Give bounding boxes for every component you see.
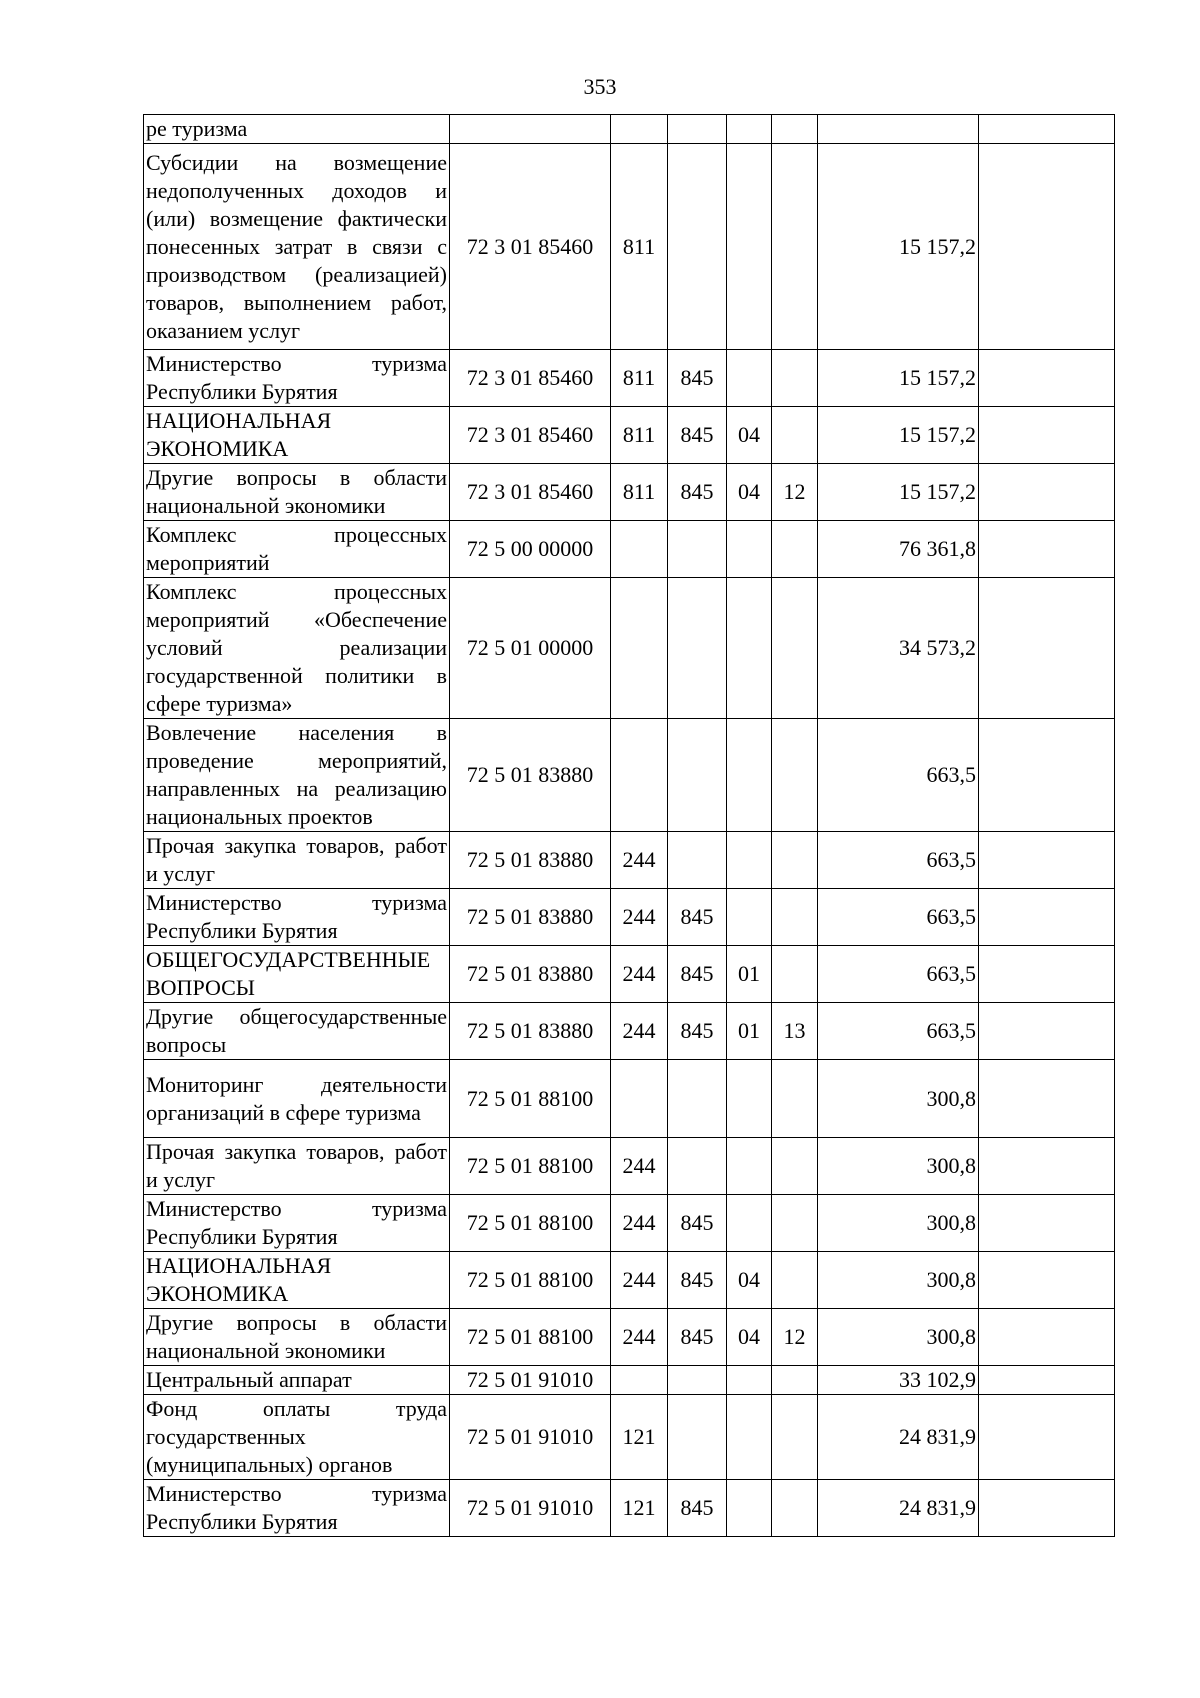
cell-amount: 15 157,2 — [818, 350, 979, 407]
cell-amount: 663,5 — [818, 946, 979, 1003]
cell-extra — [979, 719, 1115, 832]
cell-section — [727, 1395, 772, 1480]
cell-name: Министерство туризма Республики Бурятия — [144, 1195, 450, 1252]
cell-ministry-code — [668, 1060, 727, 1138]
cell-expense-type: 811 — [611, 464, 668, 521]
table-row — [144, 521, 1115, 578]
cell-target-code: 72 5 01 91010 — [450, 1366, 611, 1395]
cell-target-code: 72 5 01 88100 — [450, 1252, 611, 1309]
table-row — [144, 889, 1115, 946]
cell-extra — [979, 1060, 1115, 1138]
cell-section — [727, 719, 772, 832]
cell-expense-type: 811 — [611, 407, 668, 464]
cell-extra — [979, 1195, 1115, 1252]
cell-extra — [979, 1309, 1115, 1366]
cell-section — [727, 889, 772, 946]
cell-expense-type — [611, 521, 668, 578]
cell-section — [727, 832, 772, 889]
cell-section — [727, 578, 772, 719]
cell-target-code: 72 3 01 85460 — [450, 144, 611, 350]
cell-subsection — [772, 946, 818, 1003]
table-row — [144, 719, 1115, 832]
table-row — [144, 464, 1115, 521]
cell-extra — [979, 1480, 1115, 1537]
cell-extra — [979, 1003, 1115, 1060]
cell-amount: 663,5 — [818, 889, 979, 946]
cell-target-code: 72 5 01 88100 — [450, 1138, 611, 1195]
cell-section — [727, 350, 772, 407]
cell-expense-type: 244 — [611, 946, 668, 1003]
cell-amount: 300,8 — [818, 1060, 979, 1138]
cell-name: Центральный аппарат — [144, 1366, 450, 1395]
cell-ministry-code — [668, 1138, 727, 1195]
cell-section — [727, 1138, 772, 1195]
table-body — [144, 115, 1115, 1537]
cell-extra — [979, 1138, 1115, 1195]
cell-section — [727, 1060, 772, 1138]
cell-target-code: 72 5 00 00000 — [450, 521, 611, 578]
cell-ministry-code: 845 — [668, 407, 727, 464]
cell-expense-type: 811 — [611, 144, 668, 350]
cell-name: Вовлечение населения в проведение мероприятий, направленных на реализацию национальных проектов — [144, 719, 450, 832]
cell-extra — [979, 946, 1115, 1003]
cell-expense-type: 244 — [611, 889, 668, 946]
cell-target-code: 72 5 01 88100 — [450, 1195, 611, 1252]
cell-section — [727, 144, 772, 350]
cell-section: 04 — [727, 464, 772, 521]
cell-extra — [979, 889, 1115, 946]
cell-name: Субсидии на возмещение недополученных доходов и (или) возмещение фактически понесенных затрат в связи с производством (реализацией) товаров, выполнением работ, оказанием услуг — [144, 144, 450, 350]
cell-subsection — [772, 1252, 818, 1309]
table-row — [144, 1252, 1115, 1309]
cell-ministry-code — [668, 1395, 727, 1480]
cell-target-code: 72 3 01 85460 — [450, 350, 611, 407]
cell-section — [727, 1195, 772, 1252]
cell-subsection — [772, 1480, 818, 1537]
cell-target-code: 72 5 01 83880 — [450, 719, 611, 832]
cell-expense-type: 244 — [611, 1003, 668, 1060]
cell-name: ре туризма — [144, 115, 450, 144]
cell-expense-type — [611, 1060, 668, 1138]
cell-extra — [979, 578, 1115, 719]
cell-amount: 300,8 — [818, 1195, 979, 1252]
cell-ministry-code: 845 — [668, 1252, 727, 1309]
cell-ministry-code: 845 — [668, 464, 727, 521]
cell-amount: 663,5 — [818, 719, 979, 832]
cell-extra — [979, 144, 1115, 350]
cell-ministry-code: 845 — [668, 1309, 727, 1366]
cell-name: Комплекс процессных мероприятий — [144, 521, 450, 578]
cell-section — [727, 1366, 772, 1395]
cell-name: НАЦИОНАЛЬНАЯ ЭКОНОМИКА — [144, 1252, 450, 1309]
cell-extra — [979, 832, 1115, 889]
cell-target-code: 72 5 01 83880 — [450, 946, 611, 1003]
cell-subsection: 13 — [772, 1003, 818, 1060]
cell-subsection — [772, 889, 818, 946]
cell-target-code: 72 5 01 91010 — [450, 1395, 611, 1480]
cell-subsection: 12 — [772, 464, 818, 521]
cell-target-code — [450, 115, 611, 144]
cell-expense-type: 244 — [611, 1195, 668, 1252]
cell-subsection — [772, 832, 818, 889]
cell-subsection — [772, 407, 818, 464]
cell-section: 04 — [727, 407, 772, 464]
cell-ministry-code — [668, 578, 727, 719]
cell-target-code: 72 5 01 83880 — [450, 1003, 611, 1060]
cell-target-code: 72 5 01 00000 — [450, 578, 611, 719]
cell-name: ОБЩЕГОСУДАРСТВЕННЫЕ ВОПРОСЫ — [144, 946, 450, 1003]
cell-amount: 300,8 — [818, 1309, 979, 1366]
cell-section — [727, 521, 772, 578]
page-number: 353 — [583, 74, 617, 99]
cell-target-code: 72 3 01 85460 — [450, 407, 611, 464]
cell-subsection: 12 — [772, 1309, 818, 1366]
cell-expense-type — [611, 578, 668, 719]
cell-name: Комплекс процессных мероприятий «Обеспечение условий реализации государственной политики в сфере туризма» — [144, 578, 450, 719]
cell-extra — [979, 350, 1115, 407]
cell-name: НАЦИОНАЛЬНАЯ ЭКОНОМИКА — [144, 407, 450, 464]
cell-name: Фонд оплаты труда государственных (муниципальных) органов — [144, 1395, 450, 1480]
cell-subsection — [772, 1395, 818, 1480]
cell-target-code: 72 5 01 91010 — [450, 1480, 611, 1537]
cell-ministry-code: 845 — [668, 1195, 727, 1252]
cell-subsection — [772, 1366, 818, 1395]
cell-name: Другие вопросы в области национальной экономики — [144, 1309, 450, 1366]
cell-extra — [979, 1395, 1115, 1480]
cell-target-code: 72 5 01 83880 — [450, 889, 611, 946]
cell-ministry-code — [668, 115, 727, 144]
cell-name: Прочая закупка товаров, работ и услуг — [144, 1138, 450, 1195]
cell-expense-type: 121 — [611, 1480, 668, 1537]
cell-extra — [979, 115, 1115, 144]
cell-amount: 15 157,2 — [818, 464, 979, 521]
cell-expense-type: 811 — [611, 350, 668, 407]
cell-extra — [979, 407, 1115, 464]
budget-table — [143, 114, 1115, 1537]
cell-expense-type: 121 — [611, 1395, 668, 1480]
cell-amount: 24 831,9 — [818, 1395, 979, 1480]
table-row — [144, 1395, 1115, 1480]
cell-subsection — [772, 115, 818, 144]
cell-subsection — [772, 350, 818, 407]
cell-amount: 34 573,2 — [818, 578, 979, 719]
cell-name: Другие вопросы в области национальной экономики — [144, 464, 450, 521]
table-row — [144, 407, 1115, 464]
table-row — [144, 832, 1115, 889]
table-row — [144, 1309, 1115, 1366]
cell-subsection — [772, 144, 818, 350]
cell-section: 04 — [727, 1252, 772, 1309]
cell-section: 01 — [727, 946, 772, 1003]
table-row — [144, 350, 1115, 407]
table-row — [144, 1480, 1115, 1537]
cell-expense-type: 244 — [611, 1138, 668, 1195]
cell-amount: 15 157,2 — [818, 144, 979, 350]
cell-subsection — [772, 521, 818, 578]
cell-amount: 15 157,2 — [818, 407, 979, 464]
cell-amount: 663,5 — [818, 1003, 979, 1060]
cell-ministry-code — [668, 144, 727, 350]
cell-name: Другие общегосударственные вопросы — [144, 1003, 450, 1060]
cell-ministry-code — [668, 832, 727, 889]
cell-subsection — [772, 719, 818, 832]
cell-target-code: 72 5 01 88100 — [450, 1060, 611, 1138]
table-row — [144, 1138, 1115, 1195]
table-row — [144, 1003, 1115, 1060]
cell-ministry-code: 845 — [668, 350, 727, 407]
cell-amount: 300,8 — [818, 1138, 979, 1195]
table-row — [144, 1195, 1115, 1252]
cell-name: Министерство туризма Республики Бурятия — [144, 350, 450, 407]
cell-amount — [818, 115, 979, 144]
cell-extra — [979, 1252, 1115, 1309]
cell-expense-type — [611, 1366, 668, 1395]
cell-target-code: 72 5 01 88100 — [450, 1309, 611, 1366]
table-row — [144, 1366, 1115, 1395]
table-row — [144, 115, 1115, 144]
table-row — [144, 578, 1115, 719]
cell-target-code: 72 3 01 85460 — [450, 464, 611, 521]
cell-ministry-code: 845 — [668, 1480, 727, 1537]
cell-expense-type — [611, 719, 668, 832]
cell-extra — [979, 464, 1115, 521]
table-row — [144, 946, 1115, 1003]
cell-ministry-code — [668, 1366, 727, 1395]
table-row — [144, 144, 1115, 350]
cell-subsection — [772, 1195, 818, 1252]
cell-subsection — [772, 1060, 818, 1138]
cell-expense-type — [611, 115, 668, 144]
cell-ministry-code: 845 — [668, 1003, 727, 1060]
cell-ministry-code — [668, 521, 727, 578]
cell-amount: 300,8 — [818, 1252, 979, 1309]
cell-section: 04 — [727, 1309, 772, 1366]
cell-expense-type: 244 — [611, 1252, 668, 1309]
cell-name: Министерство туризма Республики Бурятия — [144, 1480, 450, 1537]
cell-target-code: 72 5 01 83880 — [450, 832, 611, 889]
cell-name: Министерство туризма Республики Бурятия — [144, 889, 450, 946]
cell-subsection — [772, 578, 818, 719]
cell-ministry-code: 845 — [668, 946, 727, 1003]
cell-section — [727, 115, 772, 144]
cell-section: 01 — [727, 1003, 772, 1060]
cell-expense-type: 244 — [611, 1309, 668, 1366]
cell-ministry-code: 845 — [668, 889, 727, 946]
cell-subsection — [772, 1138, 818, 1195]
cell-amount: 663,5 — [818, 832, 979, 889]
cell-extra — [979, 1366, 1115, 1395]
cell-section — [727, 1480, 772, 1537]
table-row — [144, 1060, 1115, 1138]
cell-amount: 76 361,8 — [818, 521, 979, 578]
cell-amount: 24 831,9 — [818, 1480, 979, 1537]
cell-ministry-code — [668, 719, 727, 832]
cell-amount: 33 102,9 — [818, 1366, 979, 1395]
cell-name: Прочая закупка товаров, работ и услуг — [144, 832, 450, 889]
cell-extra — [979, 521, 1115, 578]
cell-expense-type: 244 — [611, 832, 668, 889]
cell-name: Мониторинг деятельности организаций в сфере туризма — [144, 1060, 450, 1138]
